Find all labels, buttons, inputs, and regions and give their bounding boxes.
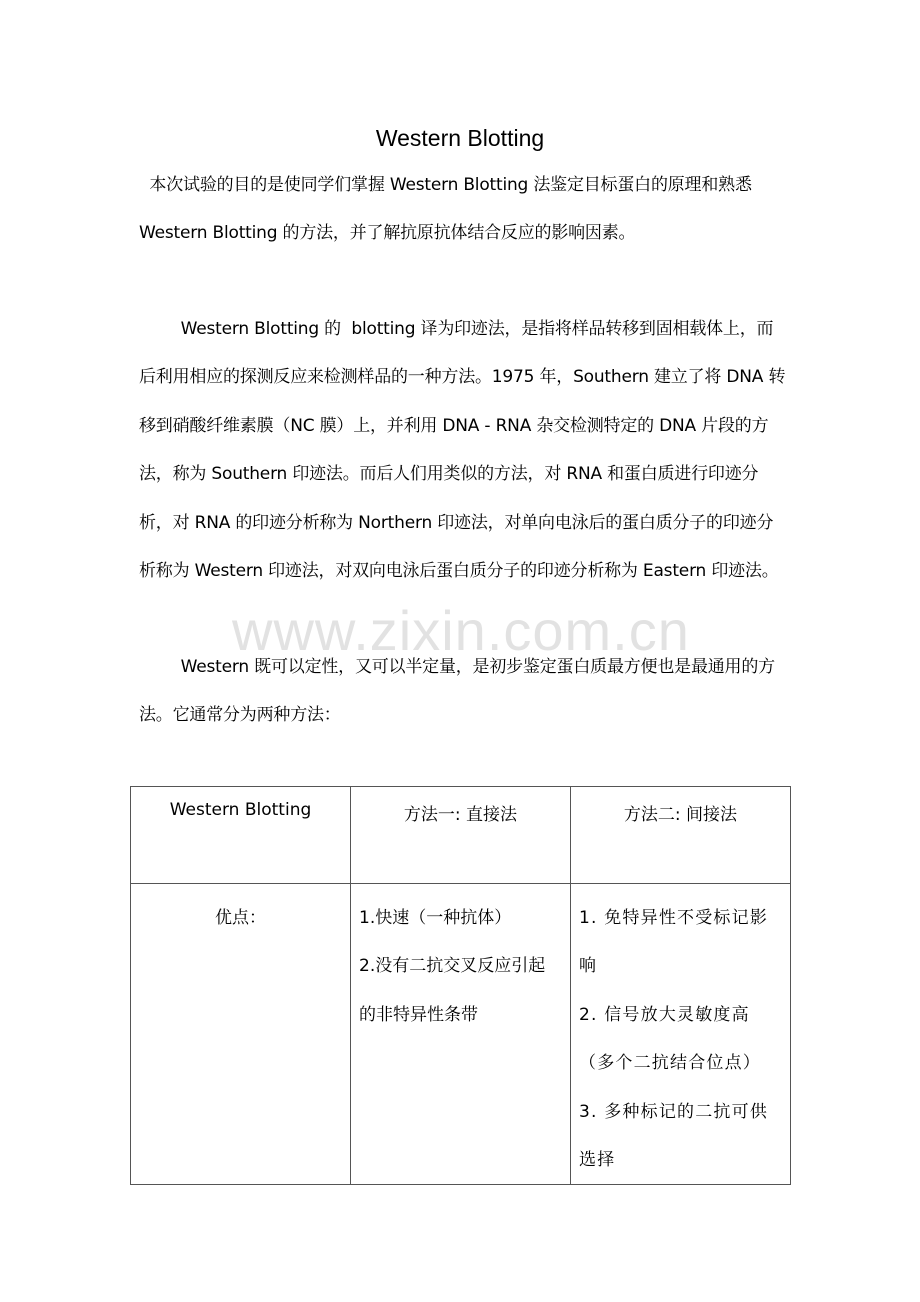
indirect-item: 1. 免特异性不受标记影响 — [579, 908, 769, 977]
direct-advantages-cell — [351, 884, 571, 1185]
comparison-table — [130, 786, 791, 1185]
header-cell-indirect: 方法二: 间接法 — [571, 787, 791, 884]
indirect-advantages-cell — [571, 884, 791, 1185]
table-row-advantages — [131, 884, 791, 1185]
header-cell-technique: Western Blotting — [131, 787, 351, 884]
watermark: www.zixin.com.cn — [232, 599, 690, 662]
header-cell-direct: 方法一: 直接法 — [351, 787, 571, 884]
document-title: Western Blotting — [375, 125, 545, 151]
indirect-item: 3. 多种标记的二抗可供选择 — [579, 1101, 769, 1171]
table-header-row — [131, 787, 791, 884]
direct-item: 2.没有二抗交叉反应引起的非特异性条带 — [359, 956, 546, 1025]
row-label-advantages: 优点： — [131, 884, 351, 1185]
methods-paragraph: Western 既可以定性，又可以半定量，是初步鉴定蛋白质最方便也是最通用的方法。它通常分为两种方法： — [139, 657, 775, 726]
indirect-item: 2. 信号放大灵敏度高（多个二抗结合位点） — [579, 1004, 761, 1074]
background-paragraph: Western Blotting 的 blotting 译为印迹法，是指将样品转移到固相载体上，而后利用相应的探测反应来检测样品的一种方法。1975 年，Southern 建立了将 DNA 转移到硝酸纤维素膜（NC 膜）上，并利用 DNA - RNA 杂交检测特定的 DNA 片段的方法，称为 Southern 印迹法。而后人们用类似的方法，对 RNA 和蛋白质进行印迹分析，对 RNA 的印迹分析称为 Northern 印迹法，对单向电泳后的蛋白质分子的印迹分析称为 Western 印迹法，对双向电泳后蛋白质分子的印迹分析称为 Eastern 印迹法。 — [139, 319, 786, 582]
intro-paragraph: 本次试验的目的是使同学们掌握 Western Blotting 法鉴定目标蛋白的原理和熟悉 Western Blotting 的方法，并了解抗原抗体结合反应的影响因素。 — [139, 175, 757, 244]
direct-item: 1.快速（一种抗体） — [359, 908, 512, 928]
